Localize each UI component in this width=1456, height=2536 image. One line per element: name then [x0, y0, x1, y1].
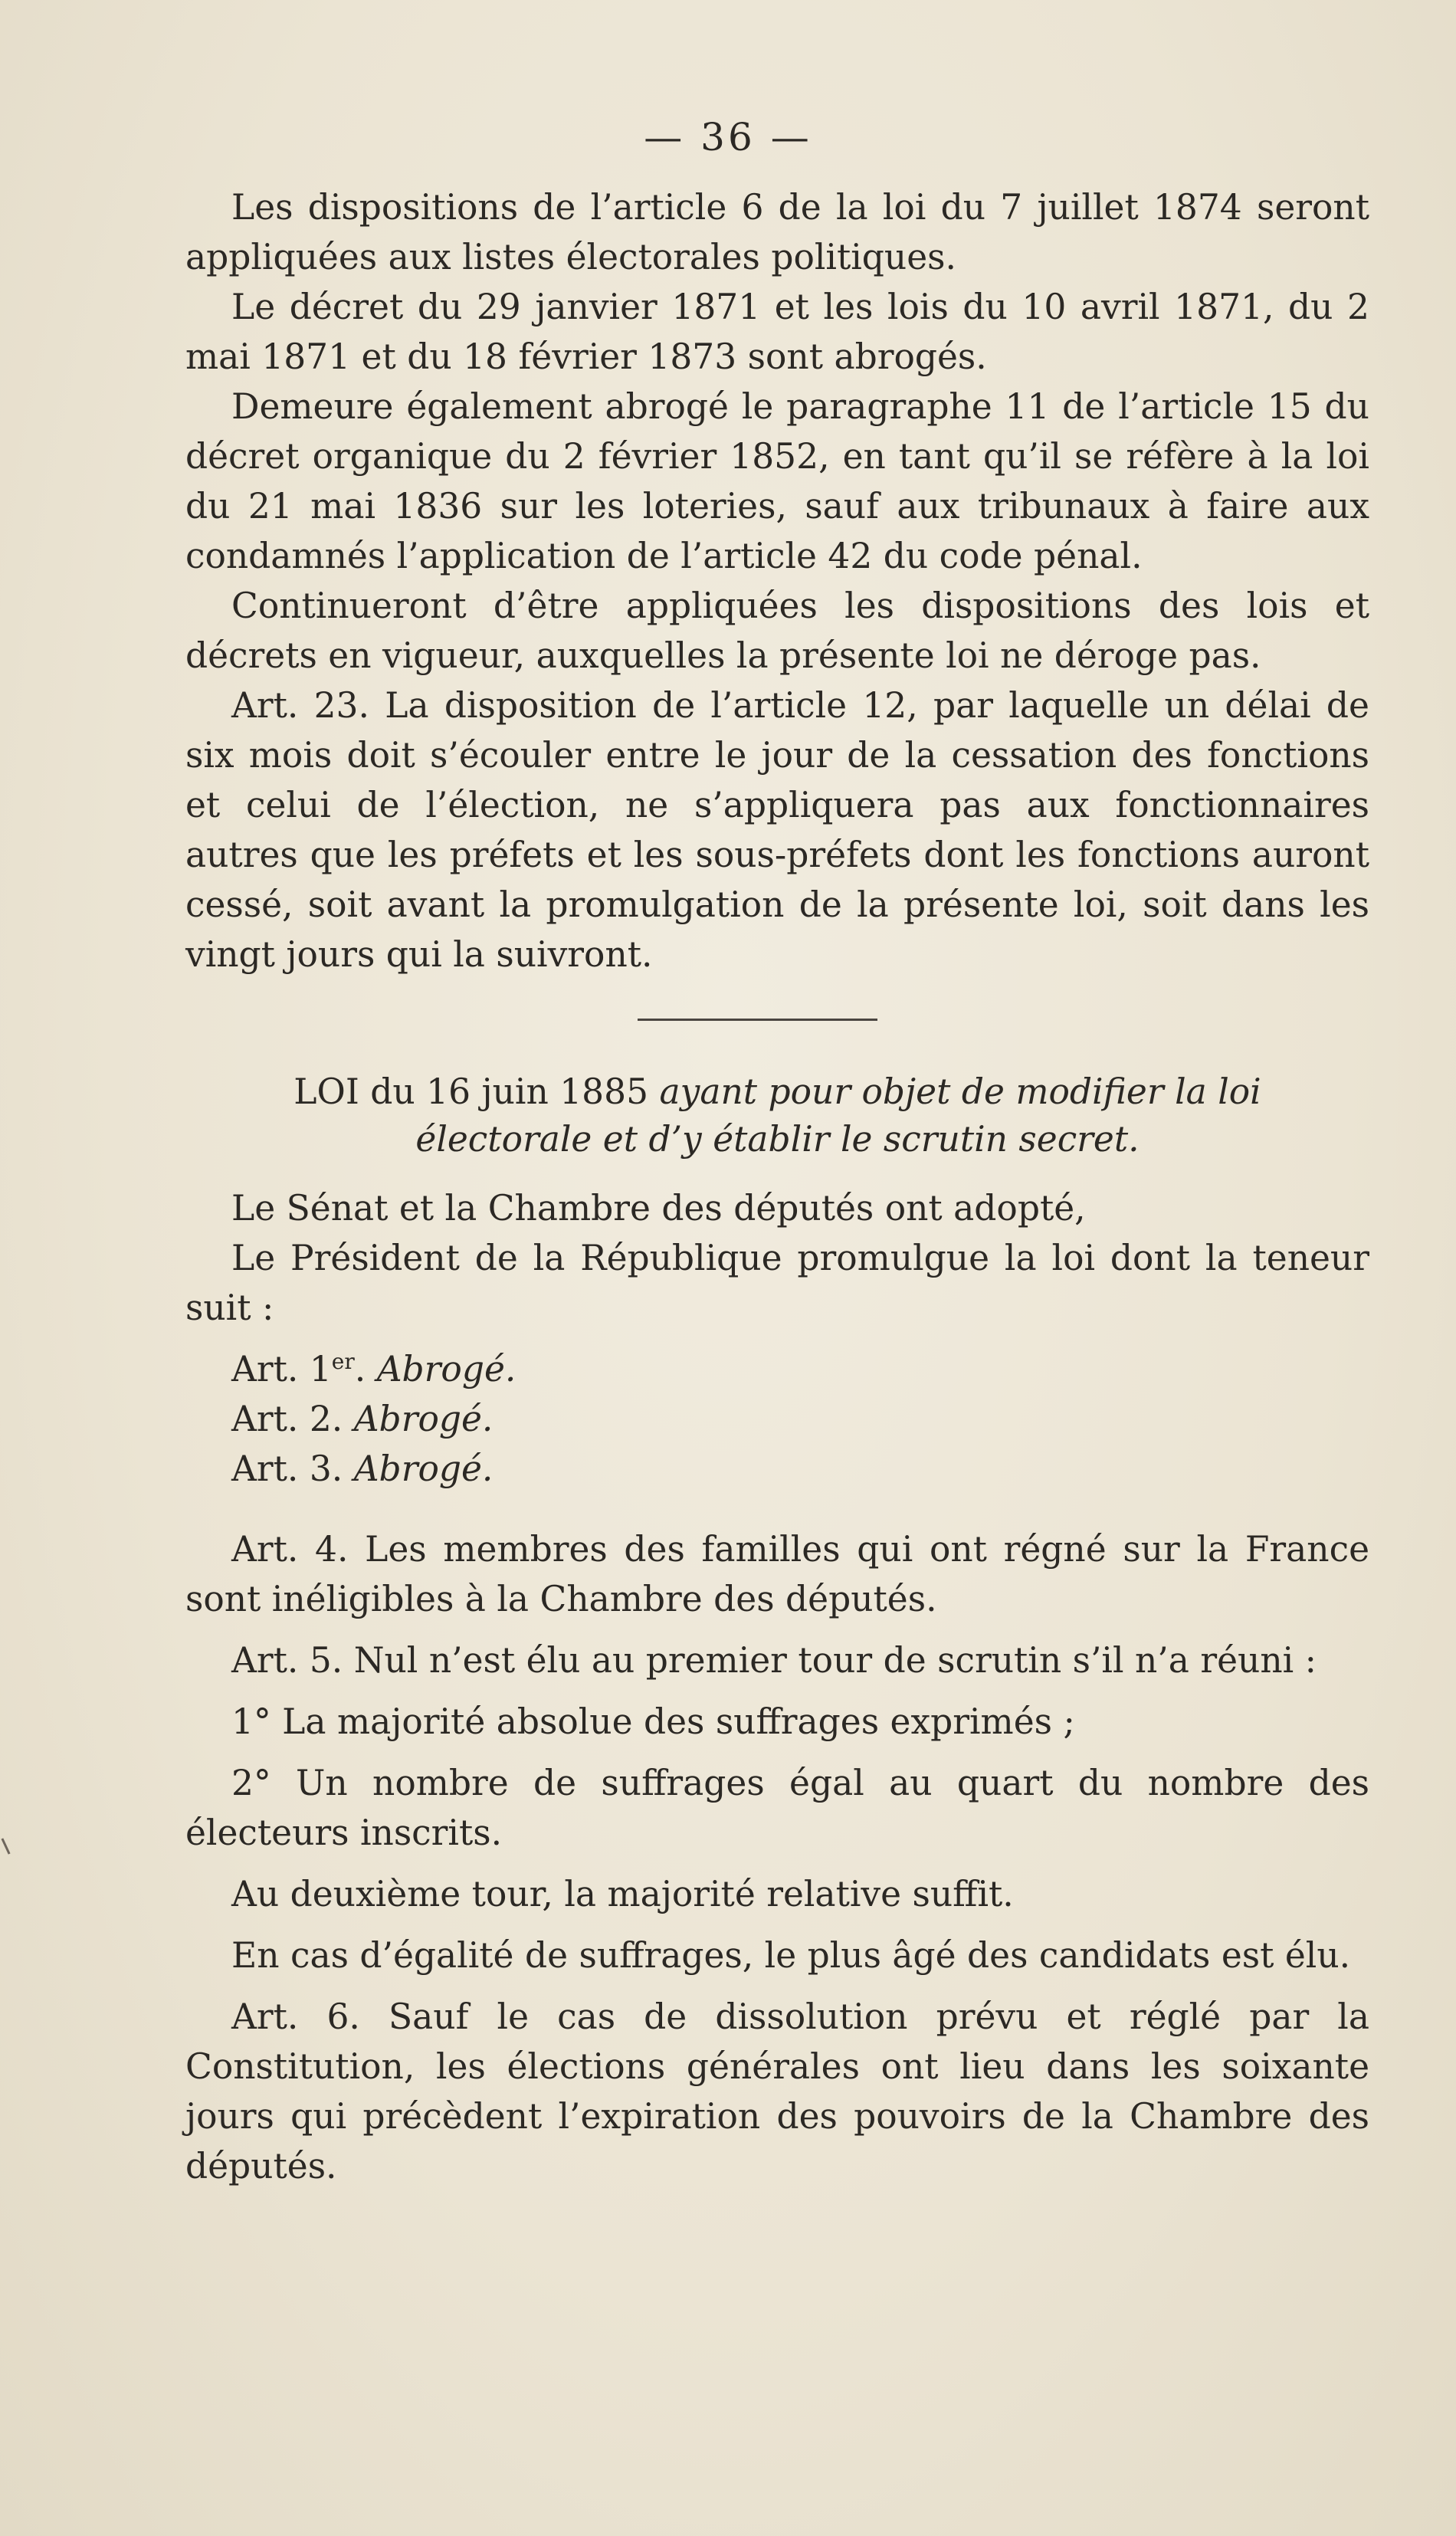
law-title-subject: ayant pour objet de modifier la loi électorale et d’y établir le scrutin secret. [415, 1071, 1261, 1160]
article-1-label: Art. 1 [231, 1349, 332, 1389]
section-divider [638, 1019, 877, 1021]
article-5-item-1: 1° La majorité absolue des suffrages exprimés ; [231, 1701, 1075, 1742]
article-3-status: Abrogé. [353, 1448, 494, 1489]
article-5: Art. 5. Nul n’est élu au premier tour de scrutin s’il n’a réuni : [231, 1640, 1317, 1681]
paragraph-lotteries-abrogation: Demeure également abrogé le paragraphe 11 de l’article 15 du décret organique du 2 février 1852, en tant qu’il se réfère à la loi du 21 mai 1836 sur les loteries, sauf aux tribunaux à faire aux condamnés l’application de l’article 42 du code pénal. [185, 386, 1369, 576]
law-body [185, 1183, 1369, 2191]
page-number: — 36 — [644, 115, 812, 159]
article-3-label: Art. 3. [231, 1448, 354, 1489]
paragraph-article-23: Art. 23. La disposition de l’article 12, par laquelle un délai de six mois doit s’écouler entre le jour de la cessation des fonctions et celui de l’élection, ne s’appliquera pas aux fonctionnaires autres que les préfets et les sous-préfets dont les fonctions auront cessé, soit avant la promulgation de la présente loi, soit dans les vingt jours qui la suivront. [185, 685, 1369, 975]
article-2-status: Abrogé. [353, 1399, 494, 1439]
paragraph-article-6-application: Les dispositions de l’article 6 de la loi du 7 juillet 1874 seront appliquées aux listes électorales politiques. [185, 187, 1369, 277]
article-5-item-2: 2° Un nombre de suffrages égal au quart du nombre des électeurs inscrits. [185, 1763, 1369, 1853]
second-round-rule: Au deuxième tour, la majorité relative suffit. [231, 1874, 1014, 1914]
article-1 [185, 1344, 1369, 1394]
article-3 [185, 1444, 1369, 1494]
article-1-ordinal: er [331, 1348, 355, 1374]
law-title-lead: LOI du 16 juin 1885 [293, 1071, 649, 1112]
article-1-status: Abrogé. [376, 1349, 516, 1389]
abrogated-articles [185, 1344, 1369, 1494]
paragraph-decrees-abrogated: Le décret du 29 janvier 1871 et les lois du 10 avril 1871, du 2 mai 1871 et du 18 février 1873 sont abrogés. [185, 287, 1369, 377]
closing-provisions [185, 182, 1369, 979]
article-2 [185, 1394, 1369, 1444]
article-6: Art. 6. Sauf le cas de dissolution prévu et réglé par la Constitution, les élections générales ont lieu dans les soixante jours qui précèdent l’expiration des pouvoirs de la Chambre des députés. [185, 1996, 1369, 2187]
intro-promulgation: Le Président de la République promulgue la loi dont la teneur suit : [185, 1238, 1369, 1328]
law-title [201, 1068, 1354, 1163]
intro-adoption: Le Sénat et la Chambre des députés ont adopté, [231, 1188, 1086, 1229]
article-2-label: Art. 2. [231, 1399, 354, 1439]
article-4: Art. 4. Les membres des familles qui ont régné sur la France sont inéligibles à la Chambre des députés. [185, 1529, 1369, 1619]
tie-rule: En cas d’égalité de suffrages, le plus âgé des candidats est élu. [231, 1935, 1351, 1976]
paragraph-laws-in-force: Continueront d’être appliquées les dispositions des lois et décrets en vigueur, auxquelles la présente loi ne déroge pas. [185, 586, 1369, 676]
article-1-separator: . [354, 1349, 377, 1389]
margin-mark [1, 1838, 10, 1854]
